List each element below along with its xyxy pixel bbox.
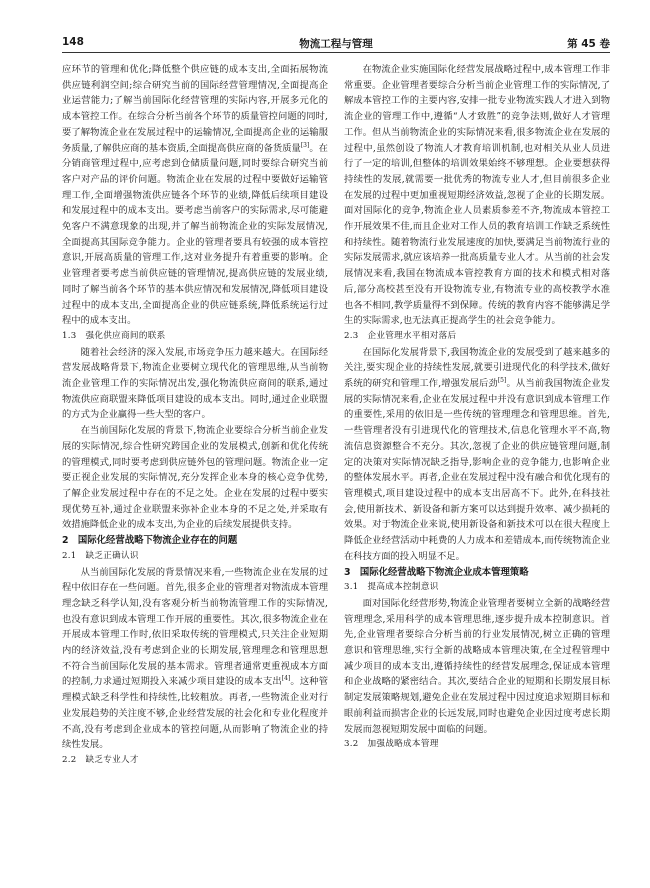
volume-label: 第 45 卷	[567, 38, 610, 50]
paragraph: 在当前国际化发展的背景下,物流企业要综合分析当前企业发展的实际情况,综合性研究跨国企业的发展模式,创新和优化传统的管理模式,同时要考虑到供应链外包的管理问题。物流企业一定要正视企业发展的实际情况,充分发挥企业本身的核心竞争优势,了解企业发展过程中存在的不足之处。企业在发展的过程中要实现优势互补,通过企业联盟来弥补企业本身的不足之处,并采取有效措施降低企业的成本支出,为企业的后续发展提供支持。	[62, 425, 328, 531]
page-header	[62, 36, 610, 52]
paragraph: 随着社会经济的深入发展,市场竞争压力越来越大。在国际经营发展战略背景下,物流企业要树立现代化的管理思维,从当前物流企业管理工作的实际情况出发,强化物流供应商间的联系,通过物流供应商联盟来降低项目建设的成本支出。同时,通过企业联盟的方式为企业赢得一些大型的客户。	[62, 346, 328, 421]
left-column	[62, 62, 328, 769]
paragraph: 面对国际化经营形势,物流企业管理者要树立全新的战略经营管理理念,采用科学的成本管理思维,逐步提升成本控制意识。首先,企业管理者要综合分析当前的行业发展情况,树立正确的管理意识和管理思维,实行全新的战略成本管理决策,在全过程管理中减少项目的成本支出,遵循持续性的经营发展理念,保证成本管理和企业战略的紧密结合。其次,要结合企业的短期和长期发展目标制定发展策略规划,避免企业在发展过程中因过度追求短期目标和眼前利益而损害企业的长远发展,同时也避免企业因过度考虑长期发展而忽视短期发展中面临的问题。	[344, 597, 610, 735]
citation: [4]	[281, 675, 291, 683]
subsection-heading: 3.2 加强战略成本管理	[344, 739, 439, 750]
subsection-heading: 2.3 企业管理水平相对落后	[344, 330, 457, 341]
subsection-heading: 2.2 缺乏专业人才	[62, 754, 139, 765]
journal-title: 物流工程与管理	[299, 38, 373, 50]
subsection-heading: 3.1 提高成本控制意识	[344, 582, 439, 593]
paragraph: 从当前国际化发展的背景情况来看,一些物流企业在发展的过程中依旧存在一些问题。首先,很多企业的管理者对物流成本管理理念缺乏科学认知,没有客观分析当前物流管理工作的实际情况,也没有意识到成本管理工作开展的重要性。其次,很多物流企业在开展成本管理工作时,依旧采取传统的管理模式,只关注企业短期内的经济效益,没有考虑到企业的长期发展,管理理念和管理思想不符合当前国际化发展的基本需求。管理者通常更重视成本方面的控制,力求通过短期投入来减少项目建设的成本支出[4]。这种管理模式缺乏科学性和持续性,比较粗放。再者,一些物流企业对行业发展趋势的关注度不够,企业经营发展的社会化和专业化程度并不高,没有考虑到企业成本的管控问题,从而影响了物流企业的持续性发展。	[62, 566, 328, 751]
right-column	[344, 62, 610, 753]
paragraph: 应环节的管理和优化;降低整个供应链的成本支出,全面拓展物流供应链利润空间;综合研究当前的国际经营管理情况,全面提高企业运营能力;了解当前国际化经营管理的实际内容,开展多元化的成本管控工作。在综合分析当前各个环节的质量管控问题的同时,要了解物流企业在发展过程中的运输情况,全面提高企业的运输服务质量,了解供应商的基本资质,全面提高供应商的备货质量[3]。在分销商管理过程中,应考虑到仓储质量问题,同时要综合研究当前客户对产品的评价问题。物流企业在发展的过程中要做好运输管理工作,全面增强物流供应链各个环节的业绩,降低后续项目建设和发展过程中的成本支出。要考虑当前客户的实际需求,尽可能避免客户不满意现象的出现,并了解当前物流企业的实际发展情况,全面提高其国际竞争能力。企业的管理者要具有较强的成本管控意识,开展高质量的管理工作,这对业务提升有着重要的影响。企业管理者要考虑当前供应链的管理情况,提高供应链的发展业绩,同时了解当前各个环节的基本供应情况和发展情况,降低项目建设过程中的成本支出,全面提高企业的供应链系统,降低系统运行过程中的成本支出。	[62, 64, 328, 327]
paragraph: 在物流企业实施国际化经营发展战略过程中,成本管理工作非常重要。企业管理者要综合分析当前企业管理工作的实际情况,了解成本管控工作的主要内容,安排一批专业物流实践人才进入到物流企业的管理工作中,遵循“人才致胜”的竞争法则,做好人才管理工作。但从当前物流企业的实际情况来看,很多物流企业在发展的过程中,虽然创设了物流人才教育培训机制,也对相关从业人员进行了一定的培训,但整体的培训效果始终不够理想。企业要想获得持续性的发展,就需要一批优秀的物流专业人才,但目前很多企业在发展的过程中更加重视短期经济效益,忽视了企业的长期发展。面对国际化的竞争,物流企业人员素质参差不齐,物流成本管控工作开展效果不佳,而且企业对工作人员的教育培训工作缺乏系统性和持续性。随着物流行业发展速度的加快,要满足当前物流行业的实际发展需求,就应该培养一批高质量专业人才。从当前的社会发展情况来看,我国在物流成本管控教育方面的技术和模式相对落后,部分高校甚至没有开设物流专业,有物流专业的高校教学水准也各不相同,教学质量得不到保障。传统的教育内容不能够满足学生的实际需求,也无法真正提高学生的社会竞争能力。	[344, 64, 610, 327]
section-heading: 2 国际化经营战略下物流企业存在的问题	[62, 535, 238, 547]
subsection-heading: 1.3 强化供应商间的联系	[62, 330, 166, 341]
section-heading: 3 国际化经营战略下物流企业成本管理策略	[344, 566, 529, 578]
citation: [5]	[497, 376, 507, 384]
paragraph: 在国际化发展背景下,我国物流企业的发展受到了越来越多的关注,要实现企业的持续性发展,就要引进现代化的科学技术,做好系统的研究和管理工作,增强发展后劲[5]。从当前我国物流企业发展的实际情况来看,企业在发展过程中并没有意识到成本管理工作的重要性,采用的依旧是一些传统的管理理念和管理思维。首先,一些管理者没有引进现代化的管理技术,信息化管理水平不高,物流信息资源整合不充分。其次,忽视了企业的供应链管理问题,制定的决策对实际情况缺乏指导,影响企业的竞争能力,也影响企业的整体发展水平。再者,企业在发展过程中没有融合和优化现有的管理模式,项目建设过程中的成本支出居高不下。此外,在科技社会,使用新技术、新设备和新方案可以达到提升效率、减少损耗的效果。对于物流企业来说,使用新设备和新技术可以在很大程度上降低企业经营活动中耗费的人力成本和差错成本,而传统物流企业在科技方面的投入明显不足。	[344, 346, 610, 562]
citation: [3]	[300, 141, 310, 149]
subsection-heading: 2.1 缺乏正确认识	[62, 550, 139, 561]
header-rule	[62, 52, 610, 53]
page-number: 148	[62, 36, 84, 48]
